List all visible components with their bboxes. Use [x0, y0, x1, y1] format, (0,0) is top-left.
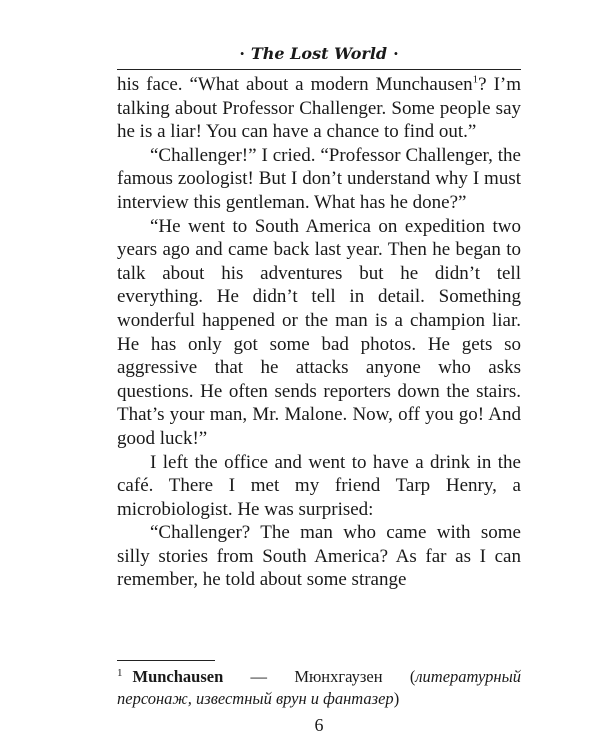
paragraph: I left the office and went to have a drink in the café. There I met my friend Tarp Henry, a microbiologist. He was surprised: [117, 451, 521, 520]
paragraph-continued [117, 73, 521, 144]
footnote-rule [117, 660, 215, 661]
footnote [117, 666, 521, 710]
page-body [117, 73, 521, 592]
paragraph: “Challenger? The man who came with some silly stories from South America? As far as I can remember, he told about some strange [117, 522, 521, 591]
paragraph: “He went to South America on expedition two years ago and came back last year. Then he began to talk about his adventures but he didn’t tell everything. He didn’t tell in detail. Something wonderful happened or the man is a champion liar. He has only got some bad photos. He gets so aggressive that he attacks anyone who asks questions. He often sends reporters down the stairs. That’s your man, Mr. Malone. Now, off you go! And good luck!” [117, 215, 521, 449]
footnote-paren-close: ) [393, 689, 400, 708]
paragraph-text: his face. “What about a modern Munchausen [117, 74, 473, 95]
page-number: 6 [314, 715, 324, 735]
footnote-marker: 1 [117, 666, 123, 679]
footnote-translation: Мюнхгаузен [294, 667, 383, 686]
footnote-paren-open: ( [409, 667, 416, 686]
book-title: The Lost World [250, 44, 388, 63]
footnote-reference: 1 [472, 73, 479, 86]
footnote-dash: — [250, 667, 268, 686]
header-separator-left: · [239, 44, 245, 63]
running-header [117, 44, 521, 64]
footnote-explanation: литературный персонаж, известный врун и фантазер [117, 667, 521, 708]
header-rule [117, 69, 521, 70]
header-separator-right: · [393, 44, 399, 63]
paragraph: “Challenger!” I cried. “Professor Challenger, the famous zoologist! But I don’t understand why I must interview this gentleman. What has he done?” [117, 144, 521, 213]
paragraph-text: ? I’m talking about Professor Challenger. Some people say he is a liar! You can have a chance to find out.” [117, 74, 521, 143]
footnote-term: Munchausen [132, 667, 224, 686]
